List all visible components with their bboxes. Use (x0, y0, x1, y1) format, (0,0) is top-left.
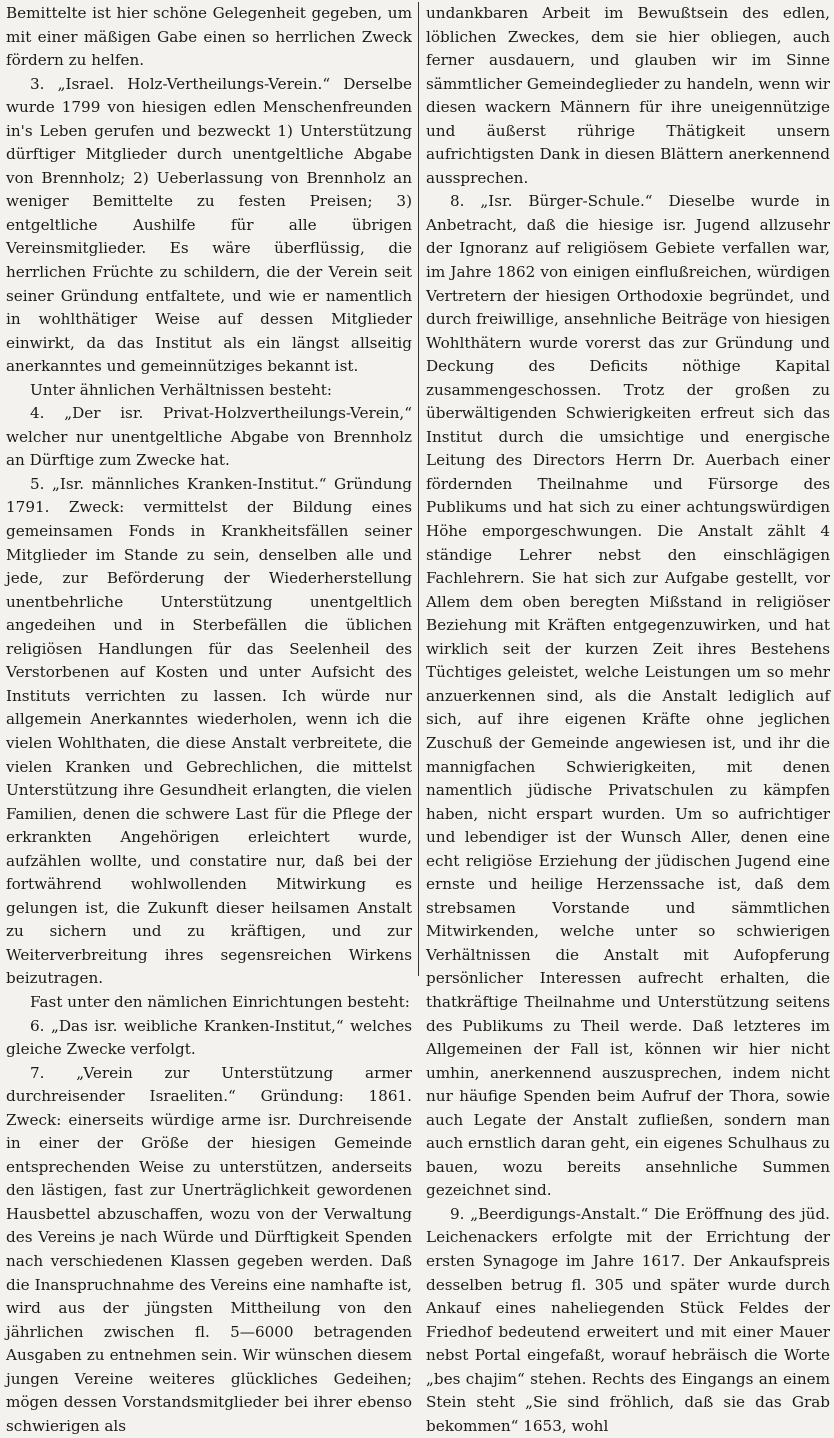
paragraph: 3. „Israel. Holz-Vertheilungs-Verein.“ Derselbe wurde 1799 von hiesigen edlen Menschenfreunden in's Leben gerufen und bezweckt 1) Unterstützung dürftiger Mitglieder durch unentgeltliche Abgabe von Brennholz; 2) Ueberlassung von Brennholz an weniger Bemittelte zu festen Preisen; 3) entgeltliche Aushilfe für alle übrigen Vereinsmitglieder. Es wäre überflüssig, die herrlichen Früchte zu schildern, die der Verein seit seiner Gründung entfaltete, und wie er namentlich in wohlthätiger Weise auf dessen Mitglieder einwirkt, da das Institut als ein längst allseitig anerkanntes und gemeinnütziges bekannt ist. (6, 74, 412, 376)
paragraph: Unter ähnlichen Verhältnissen besteht: (30, 380, 333, 399)
paragraph: 9. „Beerdigungs-Anstalt.“ Die Eröffnung des jüd. Leichenackers erfolgte mit der Errichtung der ersten Synagoge im Jahre 1617. Der Ankaufspreis desselben betrug fl. 305 und später wurde durch Ankauf eines naheliegenden Stück Feldes der Friedhof bedeutend erweitert und mit einer Mauer nebst Portal eingefaßt, worauf hebräisch die Worte „bes chajim“ stehen. Rechts des Eingangs an einem Stein steht „Sie sind fröhlich, daß sie das Grab bekommen“ 1653, wohl (426, 1204, 830, 1435)
paragraph: 5. „Isr. männliches Kranken-Institut.“ Gründung 1791. Zweck: vermittelst der Bildung eines gemeinsamen Fonds in Krankheitsfällen seiner Mitglieder im Stande zu sein, denselben alle und jede, zur Beförderung der Wiederherstellung unentbehrliche Unterstützung unentgeltlich angedeihen und in Sterbefällen die üblichen religiösen Handlungen für das Seelenheil des Verstorbenen auf Kosten und unter Aufsicht des Instituts verrichten zu lassen. Ich würde nur allgemein Anerkanntes wiederholen, wenn ich die vielen Wohlthaten, die diese Anstalt verbreitete, die vielen Kranken und Gebrechlichen, die mittelst Unterstützung ihre Gesundheit erlangten, die vielen Familien, denen die schwere Last für die Pflege der erkrankten Angehörigen erleichtert wurde, aufzählen wollte, und constatire nur, daß bei der fortwährend wohlwollenden Mitwirkung es gelungen ist, die Zukunft dieser heilsamen Anstalt zu sichern und zu kräftigen, und zur Weiterverbreitung ihres segensreichen Wirkens beizutragen. (6, 474, 412, 988)
paragraph: 4. „Der isr. Privat-Holzvertheilungs-Verein,“ welcher nur unentgeltliche Abgabe von Brennholz an Dürftige zum Zwecke hat. (6, 404, 412, 470)
paragraph: 8. „Isr. Bürger-Schule.“ Dieselbe wurde in Anbetracht, daß die hiesige isr. Jugend allzusehr der Ignoranz auf religiösem Gebiete verfallen war, im Jahre 1862 von einigen einflußreichen, würdigen Vertretern der hiesigen Orthodoxie begründet, und durch freiwillige, ansehnliche Beiträge von hiesigen Wohlthätern wurde vorerst das zur Gründung und Deckung des Deficits nöthige Kapital zusammengeschossen. Trotz der großen zu überwältigenden Schwierigkeiten erfreut sich das Institut durch die umsichtige und energische Leitung des Directors Herrn Dr. Auerbach einer fördernden Theilnahme und Fürsorge des Publikums und hat sich zu einer achtungswürdigen Höhe emporgeschwungen. Die Anstalt zählt 4 ständige Lehrer nebst den einschlägigen Fachlehrern. Sie hat sich zur Aufgabe gestellt, vor Allem dem oben beregten Mißstand in religiöser Beziehung mit Kräften entgegenzuwirken, und hat wirklich seit der kurzen Zeit ihres Bestehens Tüchtiges geleistet, welche Leistungen um so mehr anzuerkennen sind, als die Anstalt lediglich auf sich, auf ihre eigenen Kräfte ohne jeglichen Zuschuß der Gemeinde angewiesen ist, und ihr die mannigfachen Schwierigkeiten, mit denen namentlich jüdische Privatschulen zu kämpfen haben, nicht erspart wurden. Um so aufrichtiger und lebendiger ist der Wunsch Aller, denen eine echt religiöse Erziehung der jüdischen Jugend eine ernste und heilige Herzenssache ist, daß dem strebsamen Vorstande und sämmtlichen Mitwirkenden, welche unter so schwierigen Verhältnissen die Anstalt mit Aufopferung persönlicher Interessen aufrecht erhalten, die thatkräftige Theilnahme und Unterstützung seitens des Publikums zu Theil werde. Daß letzteres im Allgemeinen der Fall ist, können wir hier nicht umhin, anerkennend auszusprechen, indem nicht nur häufige Spenden beim Aufruf der Thora, sowie auch Legate der Anstalt zufließen, sondern man auch ernstlich daran geht, ein eigenes Schulhaus zu bauen, wozu bereits ansehnliche Summen gezeichnet sind. (426, 192, 830, 1200)
paragraph: undankbaren Arbeit im Bewußtsein des edlen, löblichen Zweckes, dem sie hier obliegen, auch ferner ausdauern, und glauben wir im Sinne sämmtlicher Gemeindeglieder zu handeln, wenn wir diesen wackern Männern für ihre uneigennützige und äußerst rührige Thätigkeit unsern aufrichtigsten Dank in diesen Blättern anerkennend aussprechen. (426, 4, 830, 187)
right-column (426, 2, 830, 1435)
paragraph: 6. „Das isr. weibliche Kranken-Institut,“ welches gleiche Zwecke verfolgt. (6, 1016, 412, 1059)
paragraph: Fast unter den nämlichen Einrichtungen besteht: (30, 992, 410, 1011)
column-divider (418, 2, 419, 976)
left-column (6, 2, 412, 1435)
paragraph: 7. „Verein zur Unterstützung armer durchreisender Israeliten.“ Gründung: 1861. Zweck: einerseits würdige arme isr. Durchreisende in einer der Größe der hiesigen Gemeinde entsprechenden Weise zu unterstützen, anderseits den lästigen, fast zur Unerträglichkeit gewordenen Hausbettel abzuschaffen, wozu von der Verwaltung des Vereins je nach Würde und Dürftigkeit Spenden nach verschiedenen Klassen gegeben werden. Daß die Inanspruchnahme des Vereins eine namhafte ist, wird aus der jüngsten Mittheilung von den jährlichen zwischen fl. 5—6000 betragenden Ausgaben zu entnehmen sein. Wir wünschen diesem jungen Vereine weiteres glückliches Gedeihen; mögen dessen Vorstandsmitglieder bei ihrer ebenso schwierigen als (6, 1063, 412, 1435)
paragraph: Bemittelte ist hier schöne Gelegenheit gegeben, um mit einer mäßigen Gabe einen so herrlichen Zweck fördern zu helfen. (6, 4, 412, 70)
